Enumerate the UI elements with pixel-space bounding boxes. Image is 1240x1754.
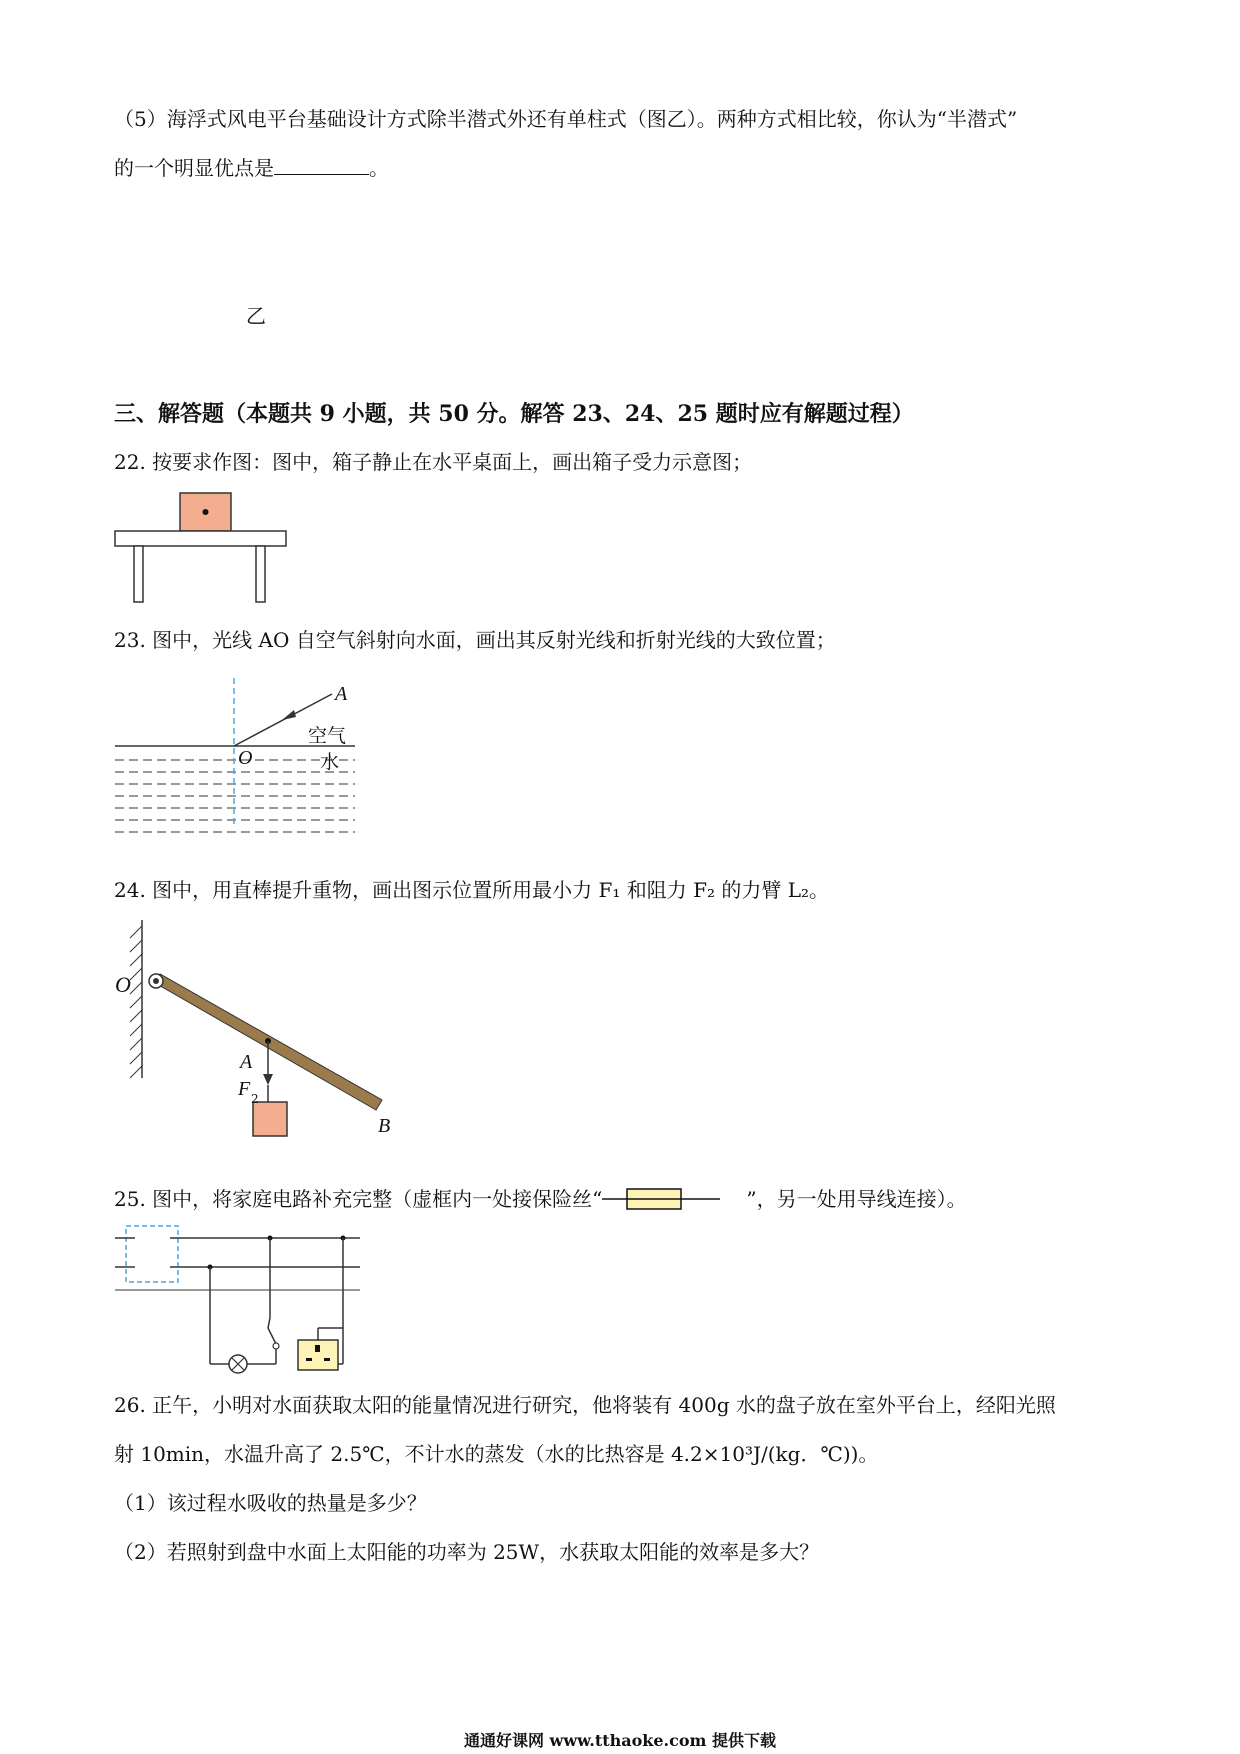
force-arrow [263,1074,273,1085]
q24-text: 24. 图中，用直棒提升重物，画出图示位置所用最小力 F₁ 和阻力 F₂ 的力臂 L₂。 [114,878,830,902]
pivot-dot [153,978,159,984]
label-b: B [378,1115,391,1137]
switch-contact [273,1343,279,1349]
q21-5-line2 [114,158,389,178]
lever-figure [110,920,410,1145]
ray-arrow [282,710,296,720]
dashed-box [126,1226,178,1282]
table-leg-right [256,546,265,602]
answer-blank[interactable] [274,158,369,175]
wall-hatch [130,926,142,1078]
refraction-figure [110,676,360,836]
q21-5-line2-prefix: 的一个明显优点是 [114,156,274,180]
switch-blade [268,1318,270,1328]
q25-text [114,1186,967,1212]
q26-line1: 26. 正午，小明对水面获取太阳的能量情况进行研究，他将装有 400g 水的盘子放在室外平台上，经阳光照 [114,1393,1056,1417]
weight-box [253,1102,287,1136]
water-dashes [115,760,355,832]
q21-5-line2-suffix: 。 [369,156,389,180]
label-f: F [238,1078,251,1100]
q25-text-before: 25. 图中，将家庭电路补充完整（虚框内一处接保险丝“ [114,1187,603,1211]
q22-text: 22. 按要求作图：图中，箱子静止在水平桌面上，画出箱子受力示意图； [114,450,753,474]
label-a: A [335,683,348,705]
q21-5-line1: （5）海浮式风电平台基础设计方式除半潜式外还有单柱式（图乙）。两种方式相比较，你认为“半潜式” [114,107,1018,131]
table-top [115,531,286,546]
label-o: O [115,972,131,997]
socket-icon [298,1340,338,1370]
q25-text-after: ”，另一处用导线连接）。 [746,1187,967,1211]
figure-yi-label: 乙 [246,304,266,328]
label-f-sub: 2 [251,1092,259,1106]
box-center-dot [203,509,209,515]
q26-sub2: （2）若照射到盘中水面上太阳能的功率为 25W，水获取太阳能的效率是多大？ [114,1540,820,1564]
footer-text: 通通好课网 www.tthaoke.com 提供下载 [463,1731,777,1750]
table-box-figure [110,488,300,608]
label-water: 水 [320,751,340,773]
fuse-symbol-icon [602,1186,720,1212]
circuit-figure [110,1222,370,1372]
q26-line2: 射 10min，水温升高了 2.5℃，不计水的蒸发（水的比热容是 4.2×10³J/(kg．℃))。 [114,1442,879,1466]
label-a: A [240,1051,253,1073]
label-air: 空气 [308,725,347,747]
section-title: 三、解答题（本题共 9 小题，共 50 分。解答 23、24、25 题时应有解题过程） [114,401,914,427]
q23-text: 23. 图中，光线 AO 自空气斜射向水面，画出其反射光线和折射光线的大致位置； [114,628,836,652]
label-o: O [238,747,253,769]
q26-sub1: （1）该过程水吸收的热量是多少？ [114,1491,427,1515]
table-leg-left [134,546,143,602]
